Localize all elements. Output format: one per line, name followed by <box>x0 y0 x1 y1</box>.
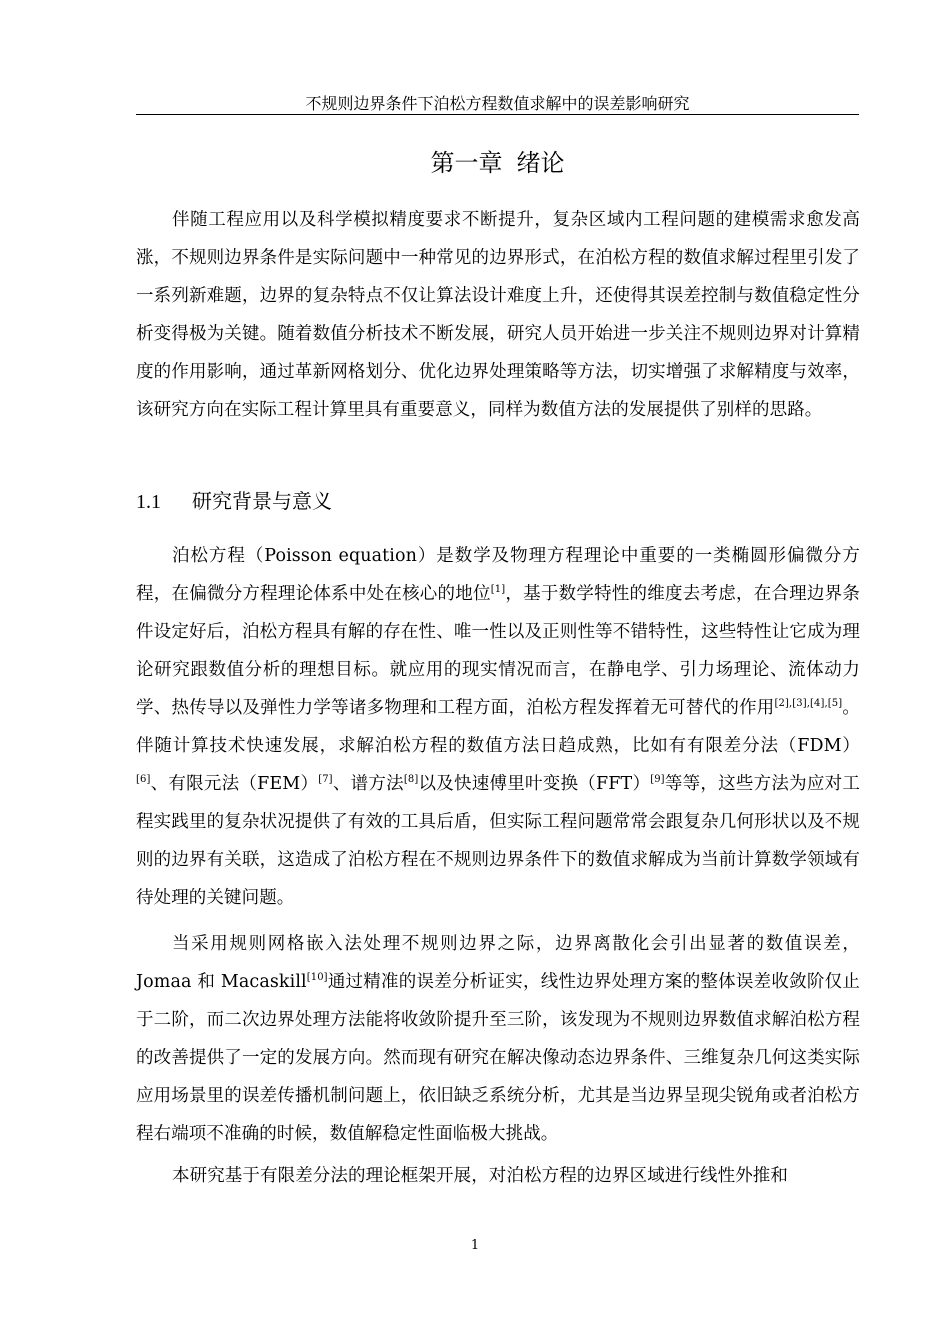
paragraph-text: 泊松方程（Poisson equation）是数学及物理方程理论中重要的一类椭圆形偏微分方程，在偏微分方程理论体系中处在核心的地位 <box>136 546 860 604</box>
chapter-name: 绪论 <box>516 149 565 177</box>
paragraph-text: 、谱方法 <box>332 774 404 794</box>
section-title: 研究背景与意义 <box>192 489 332 513</box>
paragraph-text: 当采用规则网格嵌入法处理不规则边界之际，边界离散化会引出显著的数值误差，Jomaa 和 Macaskill <box>136 934 860 992</box>
methodology-paragraph: 本研究基于有限差分法的理论框架开展，对泊松方程的边界区域进行线性外推和 <box>172 1166 788 1186</box>
background-paragraph <box>136 537 860 917</box>
header-rule <box>136 114 859 115</box>
paragraph-text: 。伴随计算技术快速发展，求解泊松方程的数值方法日趋成熟，比如有有限差分法（FDM） <box>136 698 860 756</box>
citation-ref: [9] <box>650 774 665 785</box>
error-analysis-paragraph <box>136 925 860 1153</box>
paragraph-text: 以及快速傅里叶变换（FFT） <box>418 774 651 794</box>
citation-ref: [2],[3],[4],[5] <box>774 698 843 709</box>
chapter-title <box>136 146 859 180</box>
paragraph-text: 通过精准的误差分析证实，线性边界处理方案的整体误差收敛阶仅止于二阶，而二次边界处理方法能将收敛阶提升至三阶，该发现为不规则边界数值求解泊松方程的改善提供了一定的发展方向。然而现有研究在解决像动态边界条件、三维复杂几何这类实际应用场景里的误差传播机制问题上，依旧缺乏系统分析，尤其是当边界呈现尖锐角或者泊松方程右端项不准确的时候，数值解稳定性面临极大挑战。 <box>136 972 860 1144</box>
intro-paragraph: 伴随工程应用以及科学模拟精度要求不断提升，复杂区域内工程问题的建模需求愈发高涨，不规则边界条件是实际问题中一种常见的边界形式，在泊松方程的数值求解过程里引发了一系列新难题，边界的复杂特点不仅让算法设计难度上升，还使得其误差控制与数值稳定性分析变得极为关键。随着数值分析技术不断发展，研究人员开始进一步关注不规则边界对计算精度的作用影响，通过革新网格划分、优化边界处理策略等方法，切实增强了求解精度与效率，该研究方向在实际工程计算里具有重要意义，同样为数值方法的发展提供了别样的思路。 <box>136 210 860 420</box>
section-heading <box>136 485 859 518</box>
paragraph-text: 等等，这些方法为应对工程实践里的复杂状况提供了有效的工具后盾，但实际工程问题常常会跟复杂几何形状以及不规则的边界有关联，这造成了泊松方程在不规则边界条件下的数值求解成为当前计算数学领域有待处理的关键问题。 <box>136 774 860 908</box>
section-number: 1.1 <box>136 491 161 513</box>
running-header: 不规则边界条件下泊松方程数值求解中的误差影响研究 <box>305 94 690 113</box>
citation-ref: [7] <box>318 774 333 785</box>
citation-ref: [10] <box>306 972 328 983</box>
citation-ref: [8] <box>403 774 419 785</box>
citation-ref: [1] <box>490 584 506 595</box>
paragraph-text: ，基于数学特性的维度去考虑，在合理边界条件设定好后，泊松方程具有解的存在性、唯一性以及正则性等不错特性，这些特性让它成为理论研究跟数值分析的理想目标。就应用的现实情况而言，在静电学、引力场理论、流体动力学、热传导以及弹性力学等诸多物理和工程方面，泊松方程发挥着无可替代的作用 <box>136 584 860 718</box>
page-number: 1 <box>470 1238 480 1253</box>
chapter-number: 第一章 <box>430 149 503 177</box>
citation-ref: [6] <box>136 774 151 785</box>
paragraph-text: 、有限元法（FEM） <box>150 774 319 794</box>
